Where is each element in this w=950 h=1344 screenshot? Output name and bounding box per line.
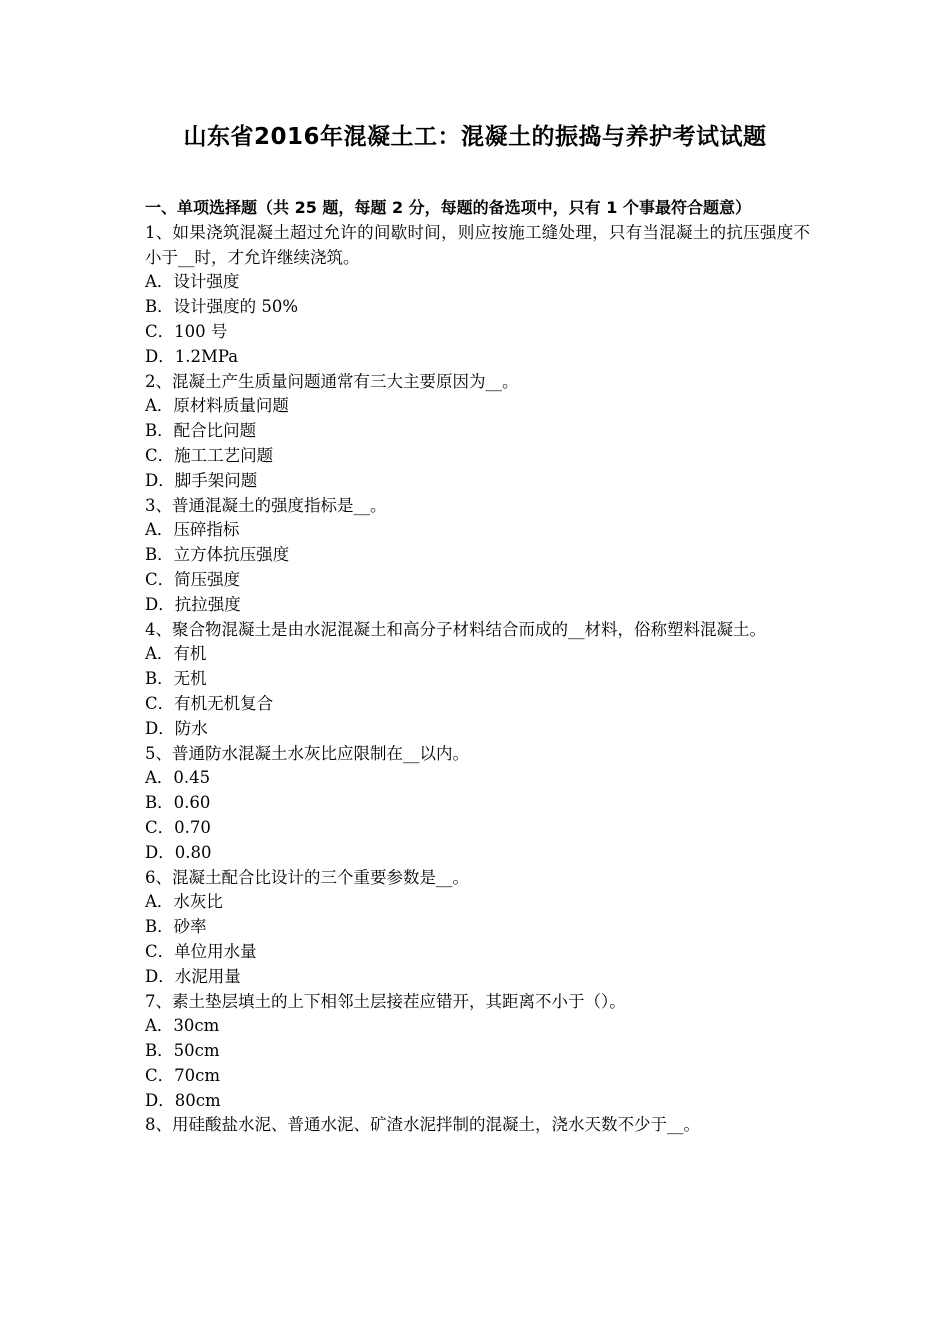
- answer-option: D．脚手架问题: [145, 470, 258, 490]
- answer-option: A．30cm: [145, 1016, 220, 1036]
- answer-option: B．50cm: [145, 1041, 220, 1061]
- answer-option: B．立方体抗压强度: [145, 545, 290, 565]
- answer-option: B．砂率: [145, 917, 207, 937]
- answer-option: C．单位用水量: [145, 941, 257, 961]
- answer-option: C．0.70: [145, 817, 211, 837]
- question-text: 6、混凝土配合比设计的三个重要参数是__。: [145, 867, 469, 887]
- question-item: [145, 494, 810, 618]
- option-list: [145, 1014, 810, 1113]
- answer-option: D．防水: [145, 718, 208, 738]
- answer-option: B．设计强度的 50%: [145, 297, 299, 317]
- answer-option: C．有机无机复合: [145, 693, 274, 713]
- question-item: [145, 221, 810, 370]
- question-item: [145, 866, 810, 990]
- question-text: 7、素土垫层填土的上下相邻土层接茬应错开，其距离不小于（）。: [145, 991, 626, 1011]
- answer-option: D．80cm: [145, 1090, 221, 1110]
- answer-option: B．配合比问题: [145, 421, 257, 441]
- answer-option: D．1.2MPa: [145, 346, 239, 366]
- answer-option: C．70cm: [145, 1065, 221, 1085]
- answer-option: A．0.45: [145, 768, 211, 788]
- question-item: [145, 742, 810, 866]
- option-list: [145, 518, 810, 617]
- option-list: [145, 270, 810, 369]
- question-text: 4、聚合物混凝土是由水泥混凝土和高分子材料结合而成的__材料，俗称塑料混凝土。: [145, 619, 766, 639]
- answer-option: A．有机: [145, 644, 207, 664]
- question-item: [145, 618, 810, 742]
- answer-option: B．0.60: [145, 793, 211, 813]
- answer-option: A．水灰比: [145, 892, 223, 912]
- question-item: [145, 370, 810, 494]
- answer-option: A．设计强度: [145, 272, 240, 292]
- option-list: [145, 394, 810, 493]
- answer-option: A．压碎指标: [145, 520, 240, 540]
- question-list: [145, 221, 810, 1138]
- answer-option: D．0.80: [145, 842, 212, 862]
- answer-option: C．简压强度: [145, 569, 241, 589]
- answer-option: D．抗拉强度: [145, 594, 241, 614]
- question-text: 3、普通混凝土的强度指标是__。: [145, 495, 387, 515]
- option-list: [145, 766, 810, 865]
- question-text: 5、普通防水混凝土水灰比应限制在__以内。: [145, 743, 469, 763]
- option-list: [145, 642, 810, 741]
- document-title: 山东省2016年混凝土工：混凝土的振捣与养护考试试题: [183, 124, 767, 150]
- question-text: 2、混凝土产生质量问题通常有三大主要原因为__。: [145, 371, 519, 391]
- question-text: 1、如果浇筑混凝土超过允许的间歇时间，则应按施工缝处理，只有当混凝土的抗压强度不小于__时，才允许继续浇筑。: [145, 222, 810, 267]
- answer-option: C．100 号: [145, 321, 228, 341]
- option-list: [145, 890, 810, 989]
- answer-option: A．原材料质量问题: [145, 396, 289, 416]
- question-item: [145, 990, 810, 1114]
- answer-option: B．无机: [145, 669, 207, 689]
- question-item: [145, 1113, 810, 1138]
- document-body: [145, 196, 810, 1138]
- answer-option: C．施工工艺问题: [145, 445, 274, 465]
- section-heading: 一、单项选择题（共 25 题，每题 2 分，每题的备选项中，只有 1 个事最符合题意）: [145, 198, 751, 217]
- question-text: 8、用硅酸盐水泥、普通水泥、矿渣水泥拌制的混凝土，浇水天数不少于__。: [145, 1115, 700, 1135]
- answer-option: D．水泥用量: [145, 966, 241, 986]
